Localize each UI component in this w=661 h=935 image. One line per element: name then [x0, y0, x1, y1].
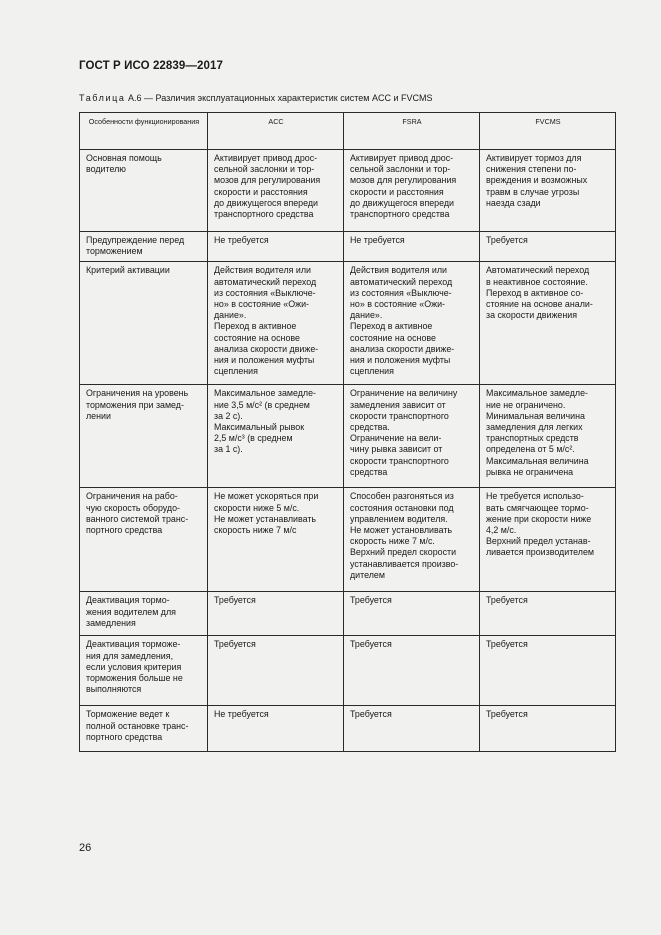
- table-row: [80, 488, 616, 592]
- table-cell-fvcms: Требуется: [480, 706, 616, 752]
- table-cell-fvcms: Требуется: [480, 232, 616, 262]
- table-row: [80, 262, 616, 385]
- table-cell-acc: Не требуется: [208, 232, 344, 262]
- table-cell-feature: Ограничения на уровень торможения при замед- лении: [80, 385, 208, 488]
- table-row: [80, 385, 616, 488]
- table-cell-fsra: Не требуется: [344, 232, 480, 262]
- table-cell-acc: Не требуется: [208, 706, 344, 752]
- table-row: [80, 636, 616, 706]
- table-cell-feature: Торможение ведет к полной остановке транс- портного средства: [80, 706, 208, 752]
- table-cell-fvcms: Максимальное замедле- ние не ограничено. Минимальная величина замедления для легких транспортных средств определена от 5 м/с². Максимальная величина рывка не ограничена: [480, 385, 616, 488]
- table-cell-feature: Деактивация тормо- жения водителем для замедления: [80, 592, 208, 636]
- table-row: [80, 592, 616, 636]
- table-row: [80, 706, 616, 752]
- page-number: 26: [79, 842, 92, 854]
- table-cell-feature: Критерий активации: [80, 262, 208, 385]
- caption-title: — Различия эксплуатационных характеристик систем ACC и FVCMS: [144, 93, 433, 103]
- table-cell-fsra: Требуется: [344, 592, 480, 636]
- table-cell-feature: Основная помощь водителю: [80, 150, 208, 232]
- table-cell-fsra: Активирует привод дрос- сельной заслонки и тор- мозов для регулирования скорости и расстояния до движущегося впереди транспортного средства: [344, 150, 480, 232]
- table-cell-fvcms: Требуется: [480, 636, 616, 706]
- table-cell-acc: Не может ускоряться при скорости ниже 5 м/с. Не может устанавливать скорость ниже 7 м/с: [208, 488, 344, 592]
- table-cell-fvcms: Активирует тормоз для снижения степени по- вреждения и возможных травм в случае угрозы наезда сзади: [480, 150, 616, 232]
- table-cell-feature: Ограничения на рабо- чую скорость оборудо- ванного системой транс- портного средства: [80, 488, 208, 592]
- table-cell-acc: Требуется: [208, 636, 344, 706]
- table-cell-fsra: Способен разгоняться из состояния остановки под управлением водителя. Не может установливать скорость ниже 7 м/с. Верхний предел скорости устанавливается произво- дителем: [344, 488, 480, 592]
- table-cell-fvcms: Автоматический переход в неактивное состояние. Переход в активное со- стояние на основе анали- за скорости движения: [480, 262, 616, 385]
- table-cell-fvcms: Требуется: [480, 592, 616, 636]
- table-cell-acc: Максимальное замедле- ние 3,5 м/с² (в среднем за 2 с). Максимальный рывок 2,5 м/с³ (в среднем за 1 с).: [208, 385, 344, 488]
- table-header-row: [80, 113, 616, 150]
- column-header-fvcms: FVCMS: [480, 113, 616, 150]
- table-caption: [79, 93, 433, 103]
- column-header-acc: ACC: [208, 113, 344, 150]
- caption-number: А.6: [128, 93, 142, 103]
- column-header-feature: Особенности функционирования: [80, 113, 208, 150]
- table-row: [80, 232, 616, 262]
- table-cell-fsra: Требуется: [344, 636, 480, 706]
- table-cell-fsra: Ограничение на величину замедления зависит от скорости транспортного средства. Ограничение на вели- чину рывка зависит от скорости транспортного средства: [344, 385, 480, 488]
- table-cell-acc: Действия водителя или автоматический переход из состояния «Выключе- но» в состояние «Ожи- дание». Переход в активное состояние на основе анализа скорости движе- ния и положения муфты сцепления: [208, 262, 344, 385]
- table-cell-feature: Деактивация торможе- ния для замедления, если условия критерия торможения больше не выполняются: [80, 636, 208, 706]
- table-cell-feature: Предупреждение перед торможением: [80, 232, 208, 262]
- caption-label: Таблица: [79, 93, 126, 103]
- table-cell-fsra: Требуется: [344, 706, 480, 752]
- table-cell-acc: Активирует привод дрос- сельной заслонки и тор- мозов для регулирования скорости и расстояния до движущегося впереди транспортного средства: [208, 150, 344, 232]
- column-header-fsra: FSRA: [344, 113, 480, 150]
- table-row: [80, 150, 616, 232]
- page-header-standard: ГОСТ Р ИСО 22839—2017: [79, 60, 224, 72]
- table-cell-fsra: Действия водителя или автоматический переход из состояния «Выключе- но» в состояние «Ожи- дание». Переход в активное состояние на основе анализа скорости движе- ния и положения муфты сцепления: [344, 262, 480, 385]
- table-cell-fvcms: Не требуется использо- вать смягчающее тормо- жение при скорости ниже 4,2 м/с. Верхний предел устанав- ливается производителем: [480, 488, 616, 592]
- table-cell-acc: Требуется: [208, 592, 344, 636]
- comparison-table: [79, 112, 616, 752]
